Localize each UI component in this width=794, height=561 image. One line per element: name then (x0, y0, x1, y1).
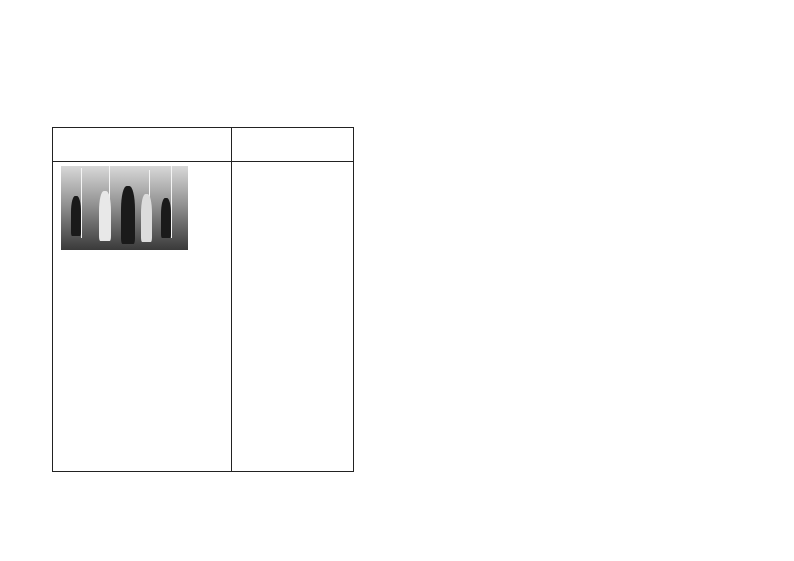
table-header-divider (53, 161, 353, 162)
closing-ceremony-photo (61, 166, 188, 250)
table-divider (231, 128, 232, 471)
passage-table (52, 127, 354, 472)
